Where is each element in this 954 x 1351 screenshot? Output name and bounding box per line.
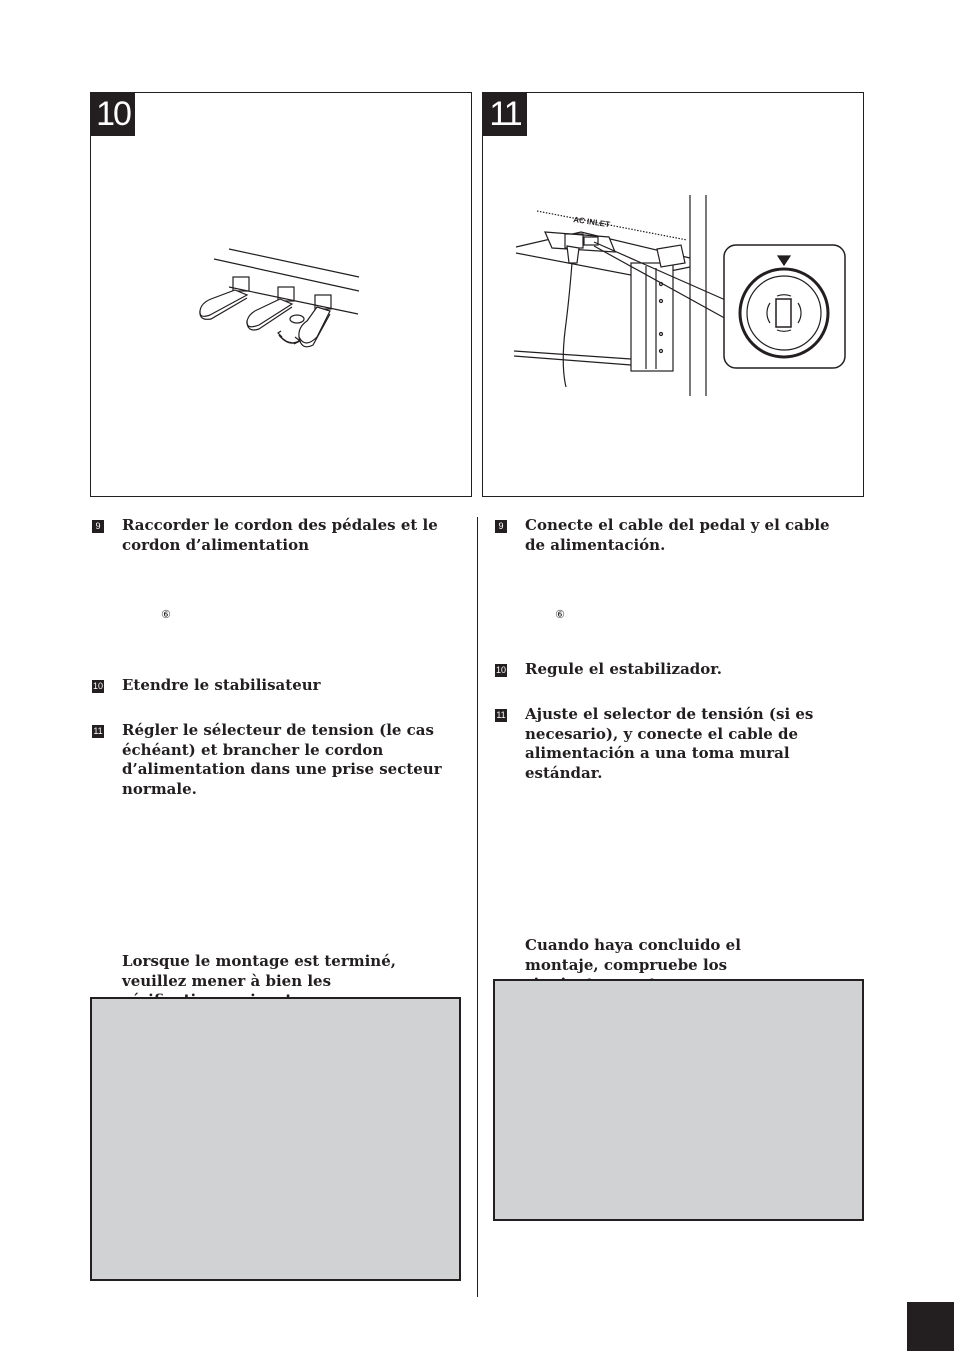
step-number-badge: 11 xyxy=(496,710,506,720)
ac-inlet-label: AC INLET xyxy=(572,215,611,230)
step-number-badge: 10 xyxy=(495,665,506,675)
ac-inlet-illustration xyxy=(483,93,865,498)
fr-checklist-box xyxy=(90,997,461,1281)
figure-11 xyxy=(482,92,864,497)
step-number-badge: 11 xyxy=(93,726,103,736)
es-checklist-box xyxy=(493,979,864,1221)
step-number-badge: 10 xyxy=(92,681,103,691)
step-text: Raccorder le cordon des pédales et le cordon d’alimentation xyxy=(122,516,438,554)
step-number-badge: 9 xyxy=(495,520,507,533)
page-corner-tab xyxy=(907,1302,954,1351)
pedal-illustration xyxy=(91,93,473,498)
es-check-intro: Cuando haya concluido el montaje, compruebe los xyxy=(525,936,741,974)
step-text: Régler le sélecteur de tension (le cas échéant) et brancher le cordon d’alimentation dans une prise secteur normale. xyxy=(122,721,442,798)
reference-marker: ⑥ xyxy=(555,608,565,621)
step-text: Conecte el cable del pedal y el cable de alimentación. xyxy=(525,516,830,554)
step-text: Etendre le stabilisateur xyxy=(122,676,321,694)
step-text: Ajuste el selector de tensión (si es necesario), y conecte el cable de alimentación a una toma mural estándar. xyxy=(525,705,814,782)
step-number-badge: 9 xyxy=(92,520,104,533)
reference-marker: ⑥ xyxy=(161,608,171,621)
figure-number: 10 xyxy=(91,93,135,136)
fr-check-intro: Lorsque le montage est terminé, veuillez mener à bien les xyxy=(122,952,396,990)
step-text: Regule el estabilizador. xyxy=(525,660,723,678)
column-divider xyxy=(477,517,478,1297)
figure-number: 11 xyxy=(483,93,527,136)
figure-10 xyxy=(90,92,472,497)
